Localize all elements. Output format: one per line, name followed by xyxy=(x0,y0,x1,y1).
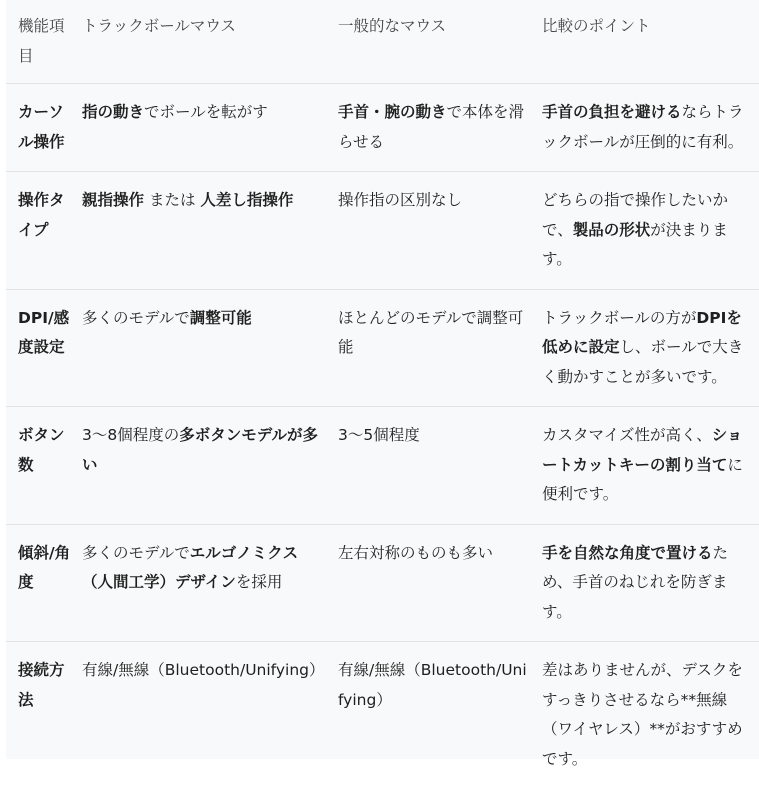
cell-text: 左右対称のものも多い xyxy=(338,544,493,562)
item-cell: DPI/感度設定 xyxy=(6,289,82,407)
comparison-table xyxy=(6,0,759,788)
bold-text: 手を自然な角度で置ける xyxy=(542,544,713,562)
cell-text: ため、手首のねじれを防ぎます。 xyxy=(542,544,728,621)
comparison-sheet xyxy=(6,0,759,759)
item-cell: ボタン数 xyxy=(6,407,82,525)
item-cell: カーソル操作 xyxy=(6,84,82,172)
mouse-cell xyxy=(338,524,542,642)
trackball-cell xyxy=(82,289,338,407)
cell-text: 差はありませんが、デスクをすっきりさせるなら**無線（ワイヤレス）**がおすすめです。 xyxy=(542,661,743,768)
cell-text: を採用 xyxy=(236,573,283,591)
cell-text: が決まります。 xyxy=(542,221,728,269)
table-row xyxy=(6,289,759,407)
cell-text: し、ボールで大きく動かすことが多いです。 xyxy=(542,338,743,386)
cell-text: 有線/無線（Bluetooth/Unifying） xyxy=(82,661,325,679)
trackball-cell xyxy=(82,84,338,172)
table-row xyxy=(6,524,759,642)
bold-text: 調整可能 xyxy=(190,309,252,327)
bold-text: 親指操作 xyxy=(82,191,144,209)
bold-text: 製品の形状 xyxy=(573,221,651,239)
cell-text: 操作指の区別なし xyxy=(338,191,462,209)
cell-text: カスタマイズ性が高く、 xyxy=(542,426,712,444)
bold-text: DPIを低めに設定 xyxy=(542,309,742,357)
item-cell: 操作タイプ xyxy=(6,172,82,290)
cell-text: に便利です。 xyxy=(542,456,743,504)
trackball-cell xyxy=(82,642,338,788)
cell-text: 有線/無線（Bluetooth/Unifying） xyxy=(338,661,527,709)
cell-text: または xyxy=(144,191,200,209)
bold-text: 手首・腕の動き xyxy=(338,103,447,121)
bold-text: 多ボタンモデルが多い xyxy=(82,426,318,474)
point-cell xyxy=(542,172,759,290)
point-cell xyxy=(542,642,759,788)
cell-text: 3～5個程度 xyxy=(338,426,420,444)
point-cell xyxy=(542,407,759,525)
header-trackball: トラックボールマウス xyxy=(82,0,338,84)
bold-text: 指の動き xyxy=(82,103,144,121)
item-cell: 接続方法 xyxy=(6,642,82,788)
cell-text: 3～8個程度の xyxy=(82,426,179,444)
cell-text: 多くのモデルで xyxy=(82,309,190,327)
table-row xyxy=(6,407,759,525)
point-cell xyxy=(542,84,759,172)
mouse-cell xyxy=(338,289,542,407)
cell-text: トラックボールの方が xyxy=(542,309,696,327)
bold-text: 人差し指操作 xyxy=(200,191,293,209)
table-header-row xyxy=(6,0,759,84)
cell-text: 多くのモデルで xyxy=(82,544,190,562)
bold-text: ショートカットキーの割り当て xyxy=(542,426,742,474)
mouse-cell xyxy=(338,84,542,172)
cell-text: ほとんどのモデルで調整可能 xyxy=(338,309,523,357)
header-item: 機能項目 xyxy=(6,0,82,84)
item-cell: 傾斜/角度 xyxy=(6,524,82,642)
table-row xyxy=(6,84,759,172)
table-row xyxy=(6,172,759,290)
bold-text: 手首の負担を避ける xyxy=(542,103,682,121)
cell-text: ならトラックボールが圧倒的に有利。 xyxy=(542,103,744,151)
mouse-cell xyxy=(338,407,542,525)
cell-text: どちらの指で操作したいかで、 xyxy=(542,191,728,239)
header-mouse: 一般的なマウス xyxy=(338,0,542,84)
trackball-cell xyxy=(82,172,338,290)
trackball-cell xyxy=(82,524,338,642)
table-row xyxy=(6,642,759,788)
cell-text: でボールを転がす xyxy=(144,103,268,121)
mouse-cell xyxy=(338,642,542,788)
point-cell xyxy=(542,289,759,407)
point-cell xyxy=(542,524,759,642)
header-point: 比較のポイント xyxy=(542,0,759,84)
cell-text: で本体を滑らせる xyxy=(338,103,524,151)
mouse-cell xyxy=(338,172,542,290)
trackball-cell xyxy=(82,407,338,525)
bold-text: エルゴノミクス（人間工学）デザイン xyxy=(82,544,298,592)
